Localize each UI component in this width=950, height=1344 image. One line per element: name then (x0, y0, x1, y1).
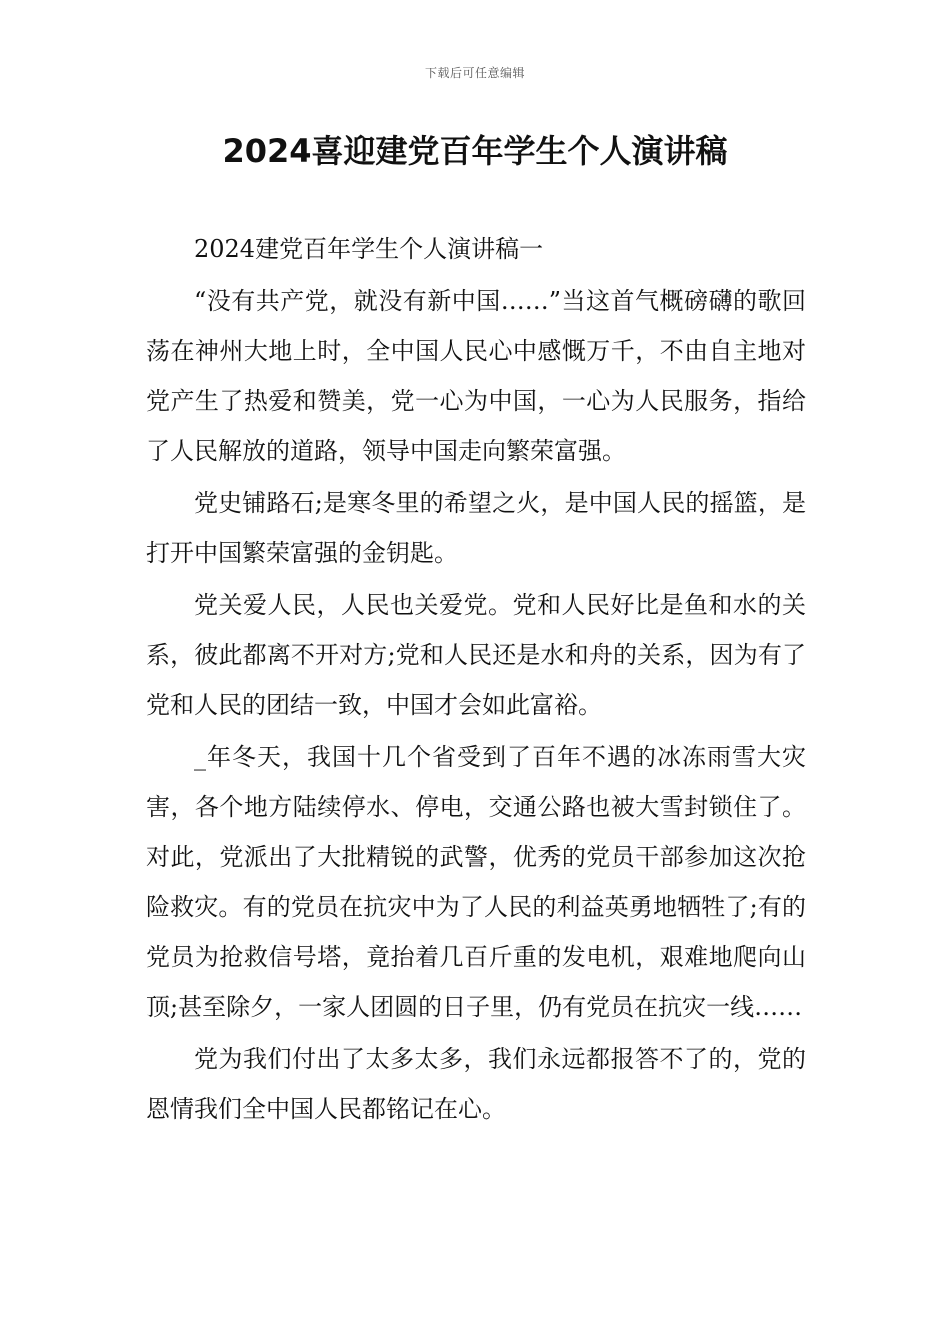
section-heading: 2024建党百年学生个人演讲稿一 (194, 235, 544, 263)
paragraph: 党关爱人民，人民也关爱党。党和人民好比是鱼和水的关系，彼此都离不开对方;党和人民还是水和舟的关系，因为有了党和人民的团结一致，中国才会如此富裕。 (146, 591, 806, 719)
paragraph: _年冬天，我国十几个省受到了百年不遇的冰冻雨雪大灾害，各个地方陆续停水、停电，交通公路也被大雪封锁住了。对此，党派出了大批精锐的武警，优秀的党员干部参加这次抢险救灾。有的党员在抗灾中为了人民的利益英勇地牺牲了;有的党员为抢救信号塔，竟抬着几百斤重的发电机，艰难地爬向山顶;甚至除夕，一家人团圆的日子里，仍有党员在抗灾一线…… (146, 743, 806, 1021)
paragraph: “没有共产党，就没有新中国……”当这首气概磅礴的歌回荡在神州大地上时，全中国人民心中感慨万千，不由自主地对党产生了热爱和赞美，党一心为中国，一心为人民服务，指给了人民解放的道路，领导中国走向繁荣富强。 (146, 287, 806, 465)
document-body (146, 224, 806, 1136)
document-title: 2024喜迎建党百年学生个人演讲稿 (222, 132, 728, 170)
paragraph: 党史铺路石;是寒冬里的希望之火，是中国人民的摇篮，是打开中国繁荣富强的金钥匙。 (146, 489, 806, 567)
paragraph: 党为我们付出了太多太多，我们永远都报答不了的，党的恩情我们全中国人民都铭记在心。 (146, 1045, 806, 1123)
header-note: 下载后可任意编辑 (424, 66, 525, 80)
